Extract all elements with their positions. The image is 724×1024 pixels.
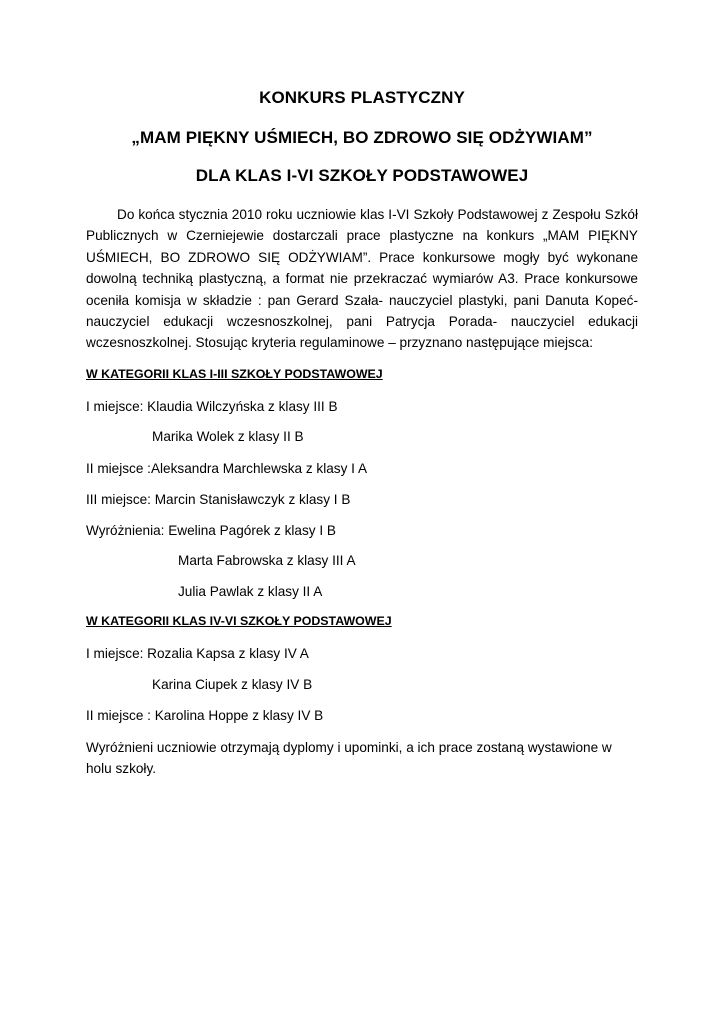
intro-paragraph: Do końca stycznia 2010 roku uczniowie klas I-VI Szkoły Podstawowej z Zespołu Szkół Publicznych w Czerniejewie dostarczali prace plastyczne na konkurs „MAM PIĘKNY UŚMIECH, BO ZDROWO SIĘ ODŻYWIAM”. Prace konkursowe mogły być wykonane dowolną techniką plastyczną, a format nie przekraczać wymiarów A3. Prace konkursowe oceniła komisja w składzie : pan Gerard Szała- nauczyciel plastyki, pani Danuta Kopeć- nauczyciel edukacji wczesnoszkolnej, pani Patrycja Porada- nauczyciel edukacji wczesnoszkolnej. Stosując kryteria regulaminowe – przyznano następujące miejsca: [86, 207, 638, 351]
closing-paragraph: Wyróżnieni uczniowie otrzymają dyplomy i upominki, a ich prace zostaną wystawione w holu szkoły. [86, 740, 612, 777]
result-line: I miejsce: Klaudia Wilczyńska z klasy III B [86, 399, 338, 414]
category-heading-1-3: W KATEGORII KLAS I-III SZKOŁY PODSTAWOWEJ [86, 367, 383, 381]
category-heading-4-6: W KATEGORII KLAS IV-VI SZKOŁY PODSTAWOWEJ [86, 614, 392, 628]
page-title: KONKURS PLASTYCZNY [259, 88, 465, 107]
result-line: III miejsce: Marcin Stanisławczyk z klasy I B [86, 492, 351, 507]
result-line: I miejsce: Rozalia Kapsa z klasy IV A [86, 646, 309, 661]
result-line: Marika Wolek z klasy II B [152, 429, 304, 444]
contest-title: „MAM PIĘKNY UŚMIECH, BO ZDROWO SIĘ ODŻYWIAM” [131, 128, 593, 147]
result-line: II miejsce :Aleksandra Marchlewska z klasy I A [86, 461, 368, 476]
result-line: Marta Fabrowska z klasy III A [178, 553, 356, 568]
result-line: Wyróżnienia: Ewelina Pagórek z klasy I B [86, 523, 336, 538]
result-line: Karina Ciupek z klasy IV B [152, 677, 313, 692]
contest-audience: DLA KLAS I-VI SZKOŁY PODSTAWOWEJ [195, 166, 529, 185]
result-line: Julia Pawlak z klasy II A [178, 584, 323, 599]
result-line: II miejsce : Karolina Hoppe z klasy IV B [86, 708, 324, 723]
